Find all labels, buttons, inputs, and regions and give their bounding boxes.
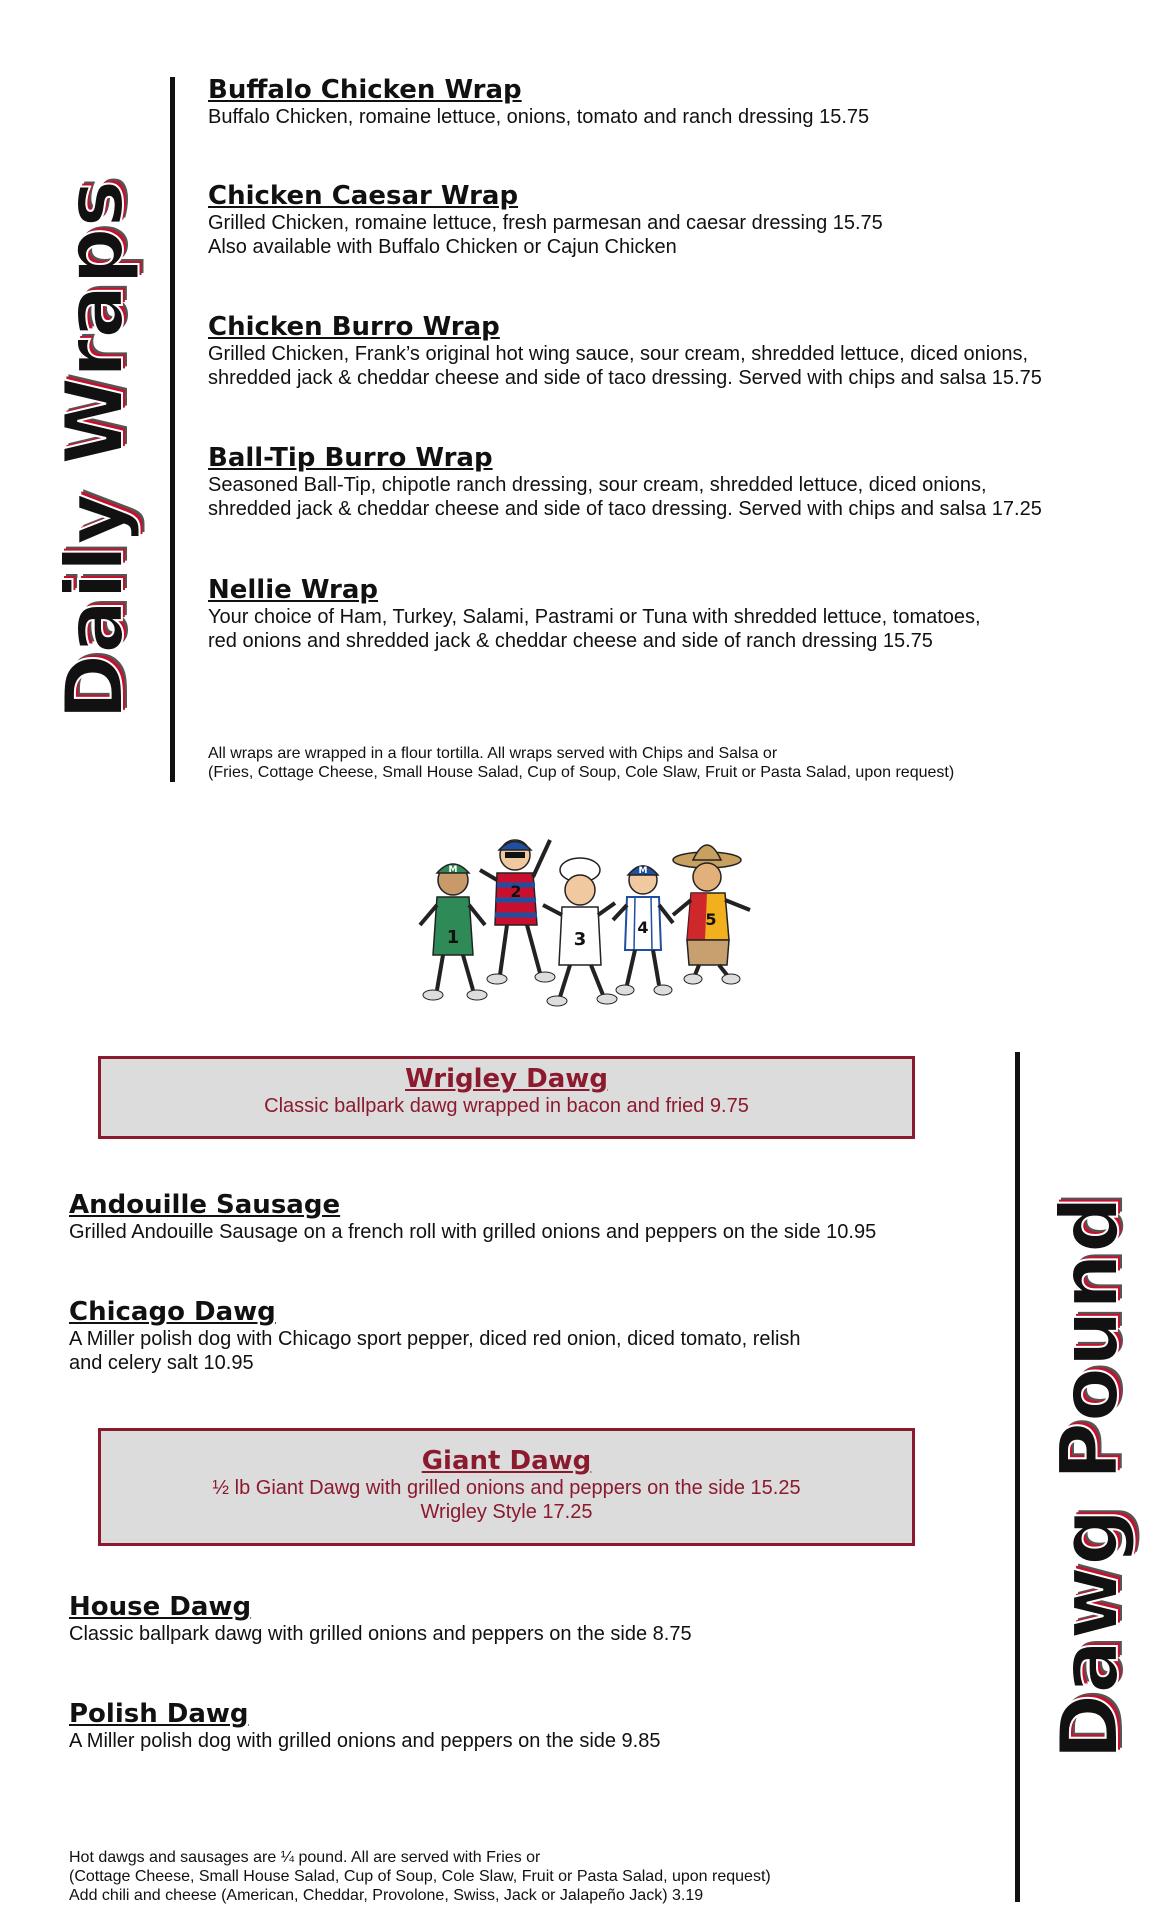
item-name: Chicago Dawg (69, 1297, 276, 1327)
item-desc: Grilled Andouille Sausage on a french roll with grilled onions and peppers on the side 10.95 (69, 1221, 877, 1243)
item-desc: Wrigley Style 17.25 (420, 1501, 593, 1523)
dawgs-footnote: Hot dawgs and sausages are ¼ pound. All are served with Fries or (Cottage Cheese, Small House Salad, Cup of Soup, Cole Slaw, Fruit or Pasta Salad, upon request) Add chili and cheese (American, Cheddar, Provolone, Swiss, Jack or Jalapeño Jack) 3.19 (69, 1849, 771, 1904)
item-name: Nellie Wrap (208, 575, 379, 605)
menu-item-buffalo-chicken-wrap (208, 75, 869, 129)
menu-item-nellie-wrap (208, 575, 981, 653)
item-desc: red onions and shredded jack & cheddar cheese and side of ranch dressing 15.75 (208, 630, 933, 652)
item-desc: Grilled Chicken, Frank’s original hot wing sauce, sour cream, shredded lettuce, diced onions, (208, 343, 1029, 365)
item-desc: A Miller polish dog with Chicago sport pepper, diced red onion, diced tomato, relish (69, 1328, 801, 1350)
menu-item-chicken-caesar-wrap (208, 181, 883, 259)
item-desc: shredded jack & cheddar cheese and side of taco dressing. Served with chips and salsa 17.25 (208, 498, 1042, 520)
mascot-2 (480, 840, 555, 984)
menu-item-chicken-burro-wrap (208, 312, 1042, 390)
svg-text:5: 5 (705, 910, 717, 929)
item-name: Polish Dawg (69, 1699, 249, 1729)
item-name: House Dawg (69, 1592, 252, 1622)
mascot-1 (420, 864, 487, 1000)
item-name: Chicken Burro Wrap (208, 312, 500, 342)
dawgs-divider (1015, 1052, 1020, 1902)
item-name: Ball-Tip Burro Wrap (208, 443, 493, 473)
svg-text:3: 3 (573, 929, 587, 950)
svg-text:M: M (638, 866, 648, 876)
mascot-illustration (415, 825, 765, 1015)
menu-item-chicago-dawg (69, 1297, 801, 1375)
svg-text:2: 2 (510, 882, 522, 901)
svg-text:M: M (448, 865, 458, 875)
item-desc: A Miller polish dog with grilled onions and peppers on the side 9.85 (69, 1730, 661, 1752)
svg-text:4: 4 (637, 918, 649, 937)
item-desc: Grilled Chicken, romaine lettuce, fresh parmesan and caesar dressing 15.75 (208, 212, 883, 234)
item-desc: Seasoned Ball-Tip, chipotle ranch dressing, sour cream, shredded lettuce, diced onions, (208, 474, 987, 496)
item-name: Chicken Caesar Wrap (208, 181, 519, 211)
mascot-4 (613, 866, 673, 995)
featured-wrigley-dawg (98, 1056, 915, 1139)
item-desc: Classic ballpark dawg wrapped in bacon and fried 9.75 (264, 1095, 749, 1117)
item-name: Wrigley Dawg (405, 1064, 608, 1094)
menu-item-ball-tip-burro-wrap (208, 443, 1042, 521)
item-name: Giant Dawg (421, 1446, 592, 1476)
menu-item-polish-dawg (69, 1699, 660, 1753)
wraps-divider (170, 77, 175, 782)
item-desc: Classic ballpark dawg with grilled onions and peppers on the side 8.75 (69, 1623, 692, 1645)
item-name: Buffalo Chicken Wrap (208, 75, 522, 105)
item-desc: Buffalo Chicken, romaine lettuce, onions, tomato and ranch dressing 15.75 (208, 106, 870, 128)
daily-wraps-title: Daily Wraps (48, 179, 141, 721)
wraps-footnote: All wraps are wrapped in a flour tortilla. All wraps served with Chips and Salsa or (Fries, Cottage Cheese, Small House Salad, Cup of Soup, Cole Slaw, Fruit or Pasta Salad, upon request) (208, 745, 955, 781)
item-desc: ½ lb Giant Dawg with grilled onions and peppers on the side 15.25 (212, 1477, 801, 1499)
item-desc: Also available with Buffalo Chicken or Cajun Chicken (208, 236, 677, 258)
item-desc: and celery salt 10.95 (69, 1352, 254, 1374)
item-desc: shredded jack & cheddar cheese and side of taco dressing. Served with chips and salsa 15.75 (208, 367, 1042, 389)
menu-item-andouille-sausage (69, 1190, 876, 1244)
mascot-5 (673, 845, 750, 984)
featured-giant-dawg (98, 1428, 915, 1546)
dawg-pound-title: Dawg Pound (1043, 1195, 1136, 1761)
svg-text:1: 1 (446, 927, 460, 948)
item-desc: Your choice of Ham, Turkey, Salami, Pastrami or Tuna with shredded lettuce, tomatoes, (208, 606, 981, 628)
item-name: Andouille Sausage (69, 1190, 341, 1220)
menu-item-house-dawg (69, 1592, 692, 1646)
mascot-3 (543, 858, 617, 1006)
